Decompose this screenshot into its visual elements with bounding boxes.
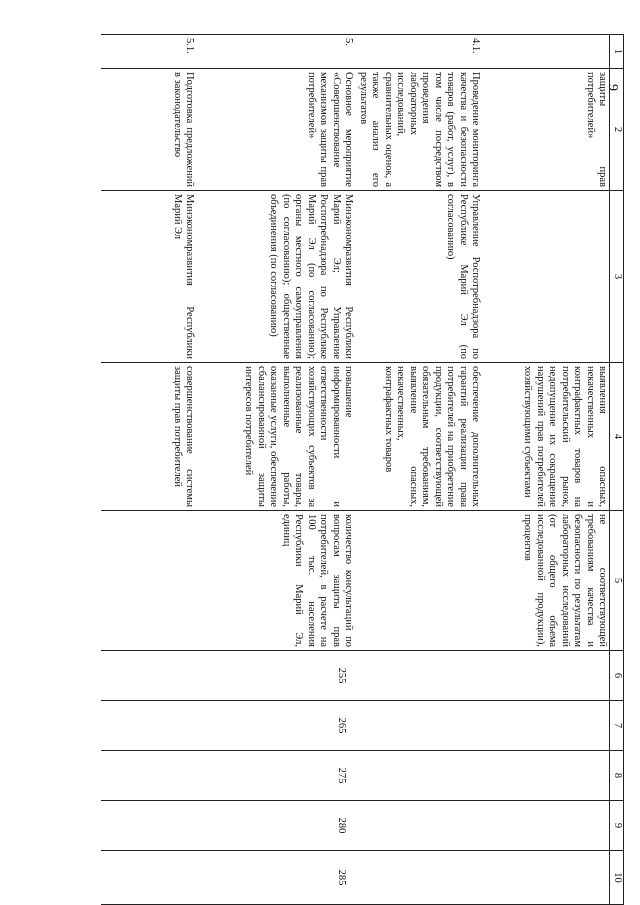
column-number: 5 bbox=[610, 511, 624, 651]
measure-name: Проведение мониторинга качества и безопасности товаров (работ, услуг), в том числе посредством проведения лабораторных исследований, сравнительных оценок, а также анализ его результатов bbox=[356, 69, 483, 191]
value-cell bbox=[102, 851, 197, 905]
indicator: не соответствующей требованиям качества и безопасности по результатам лабораторных исследований (от общего объема исследованной продукции), процентов bbox=[483, 511, 611, 651]
table-row bbox=[197, 35, 356, 905]
value-cell bbox=[483, 651, 611, 701]
column-number: 1 bbox=[610, 35, 624, 69]
column-number: 3 bbox=[610, 191, 624, 363]
measure-name: Основное мероприятие «Совершенствование механизмов защиты прав потребителей» bbox=[197, 69, 356, 191]
table-row bbox=[102, 35, 197, 905]
value-cell: 265 bbox=[197, 701, 356, 751]
column-number: 6 bbox=[610, 651, 624, 701]
measure-name: защиты прав потребителей» bbox=[483, 69, 611, 191]
expected-result: совершенствование системы защиты прав потребителей bbox=[102, 363, 197, 511]
value-cell bbox=[483, 751, 611, 801]
column-number: 10 bbox=[610, 851, 624, 905]
value-cell bbox=[356, 651, 483, 701]
expected-result: обеспечение дополнительных гарантий реализации права потребителей на приобретение продукции, соответствующей обязательным требованиям, выявление опасных, некачественных, контрафактных товаров bbox=[356, 363, 483, 511]
executor: Минэкономразвития Республики Марий Эл bbox=[102, 191, 197, 363]
item-number: 4.1. bbox=[356, 35, 483, 69]
item-number: 5. bbox=[197, 35, 356, 69]
program-table bbox=[119, 34, 624, 904]
table-row bbox=[483, 35, 611, 905]
expected-result: повышение информированности и ответственности хозяйствующих субъектов за реализованные товары, выполненные работы, оказанные услуги, обеспечение сбалансированной защиты интересов потребителей bbox=[197, 363, 356, 511]
value-cell bbox=[356, 801, 483, 851]
indicator bbox=[102, 511, 197, 651]
value-cell bbox=[102, 701, 197, 751]
value-cell bbox=[102, 801, 197, 851]
value-cell bbox=[483, 851, 611, 905]
value-cell bbox=[483, 801, 611, 851]
measure-name: Подготовка предложений в законодательство bbox=[102, 69, 197, 191]
value-cell: 255 bbox=[197, 651, 356, 701]
value-cell: 285 bbox=[197, 851, 356, 905]
page-number: 9 bbox=[605, 84, 620, 91]
executor: Управление Роспотребнадзора по Республике Марий Эл (по согласованию) bbox=[356, 191, 483, 363]
measures-table bbox=[102, 34, 625, 905]
table-row bbox=[356, 35, 483, 905]
expected-result: выявления опасных, некачественных и контрафактных товаров на потребительский рынок, недопущение их сокращение нарушений прав потребителей хозяйствующими субъектами bbox=[483, 363, 611, 511]
value-cell bbox=[102, 751, 197, 801]
value-cell bbox=[356, 701, 483, 751]
executor bbox=[483, 191, 611, 363]
indicator bbox=[356, 511, 483, 651]
item-number: 5.1. bbox=[102, 35, 197, 69]
value-cell bbox=[356, 751, 483, 801]
column-number: 8 bbox=[610, 751, 624, 801]
column-number: 4 bbox=[610, 363, 624, 511]
value-cell bbox=[102, 651, 197, 701]
column-number-row bbox=[610, 35, 624, 905]
column-number: 9 bbox=[610, 801, 624, 851]
column-number: 2 bbox=[610, 69, 624, 191]
value-cell: 275 bbox=[197, 751, 356, 801]
value-cell bbox=[356, 851, 483, 905]
item-number bbox=[483, 35, 611, 69]
column-number: 7 bbox=[610, 701, 624, 751]
indicator: количество консультаций по вопросам защиты прав потребителей, в расчете на 100 тыс. населения Республики Марий Эл, единиц bbox=[197, 511, 356, 651]
value-cell bbox=[483, 701, 611, 751]
value-cell: 280 bbox=[197, 801, 356, 851]
executor: Минэкономразвития Республики Марий Эл; Управление Роспотребнадзора по Республике Марий Эл (по согласованию); органы местного самоуправления (по согласованию); общественные объединения (по согласованию) bbox=[197, 191, 356, 363]
